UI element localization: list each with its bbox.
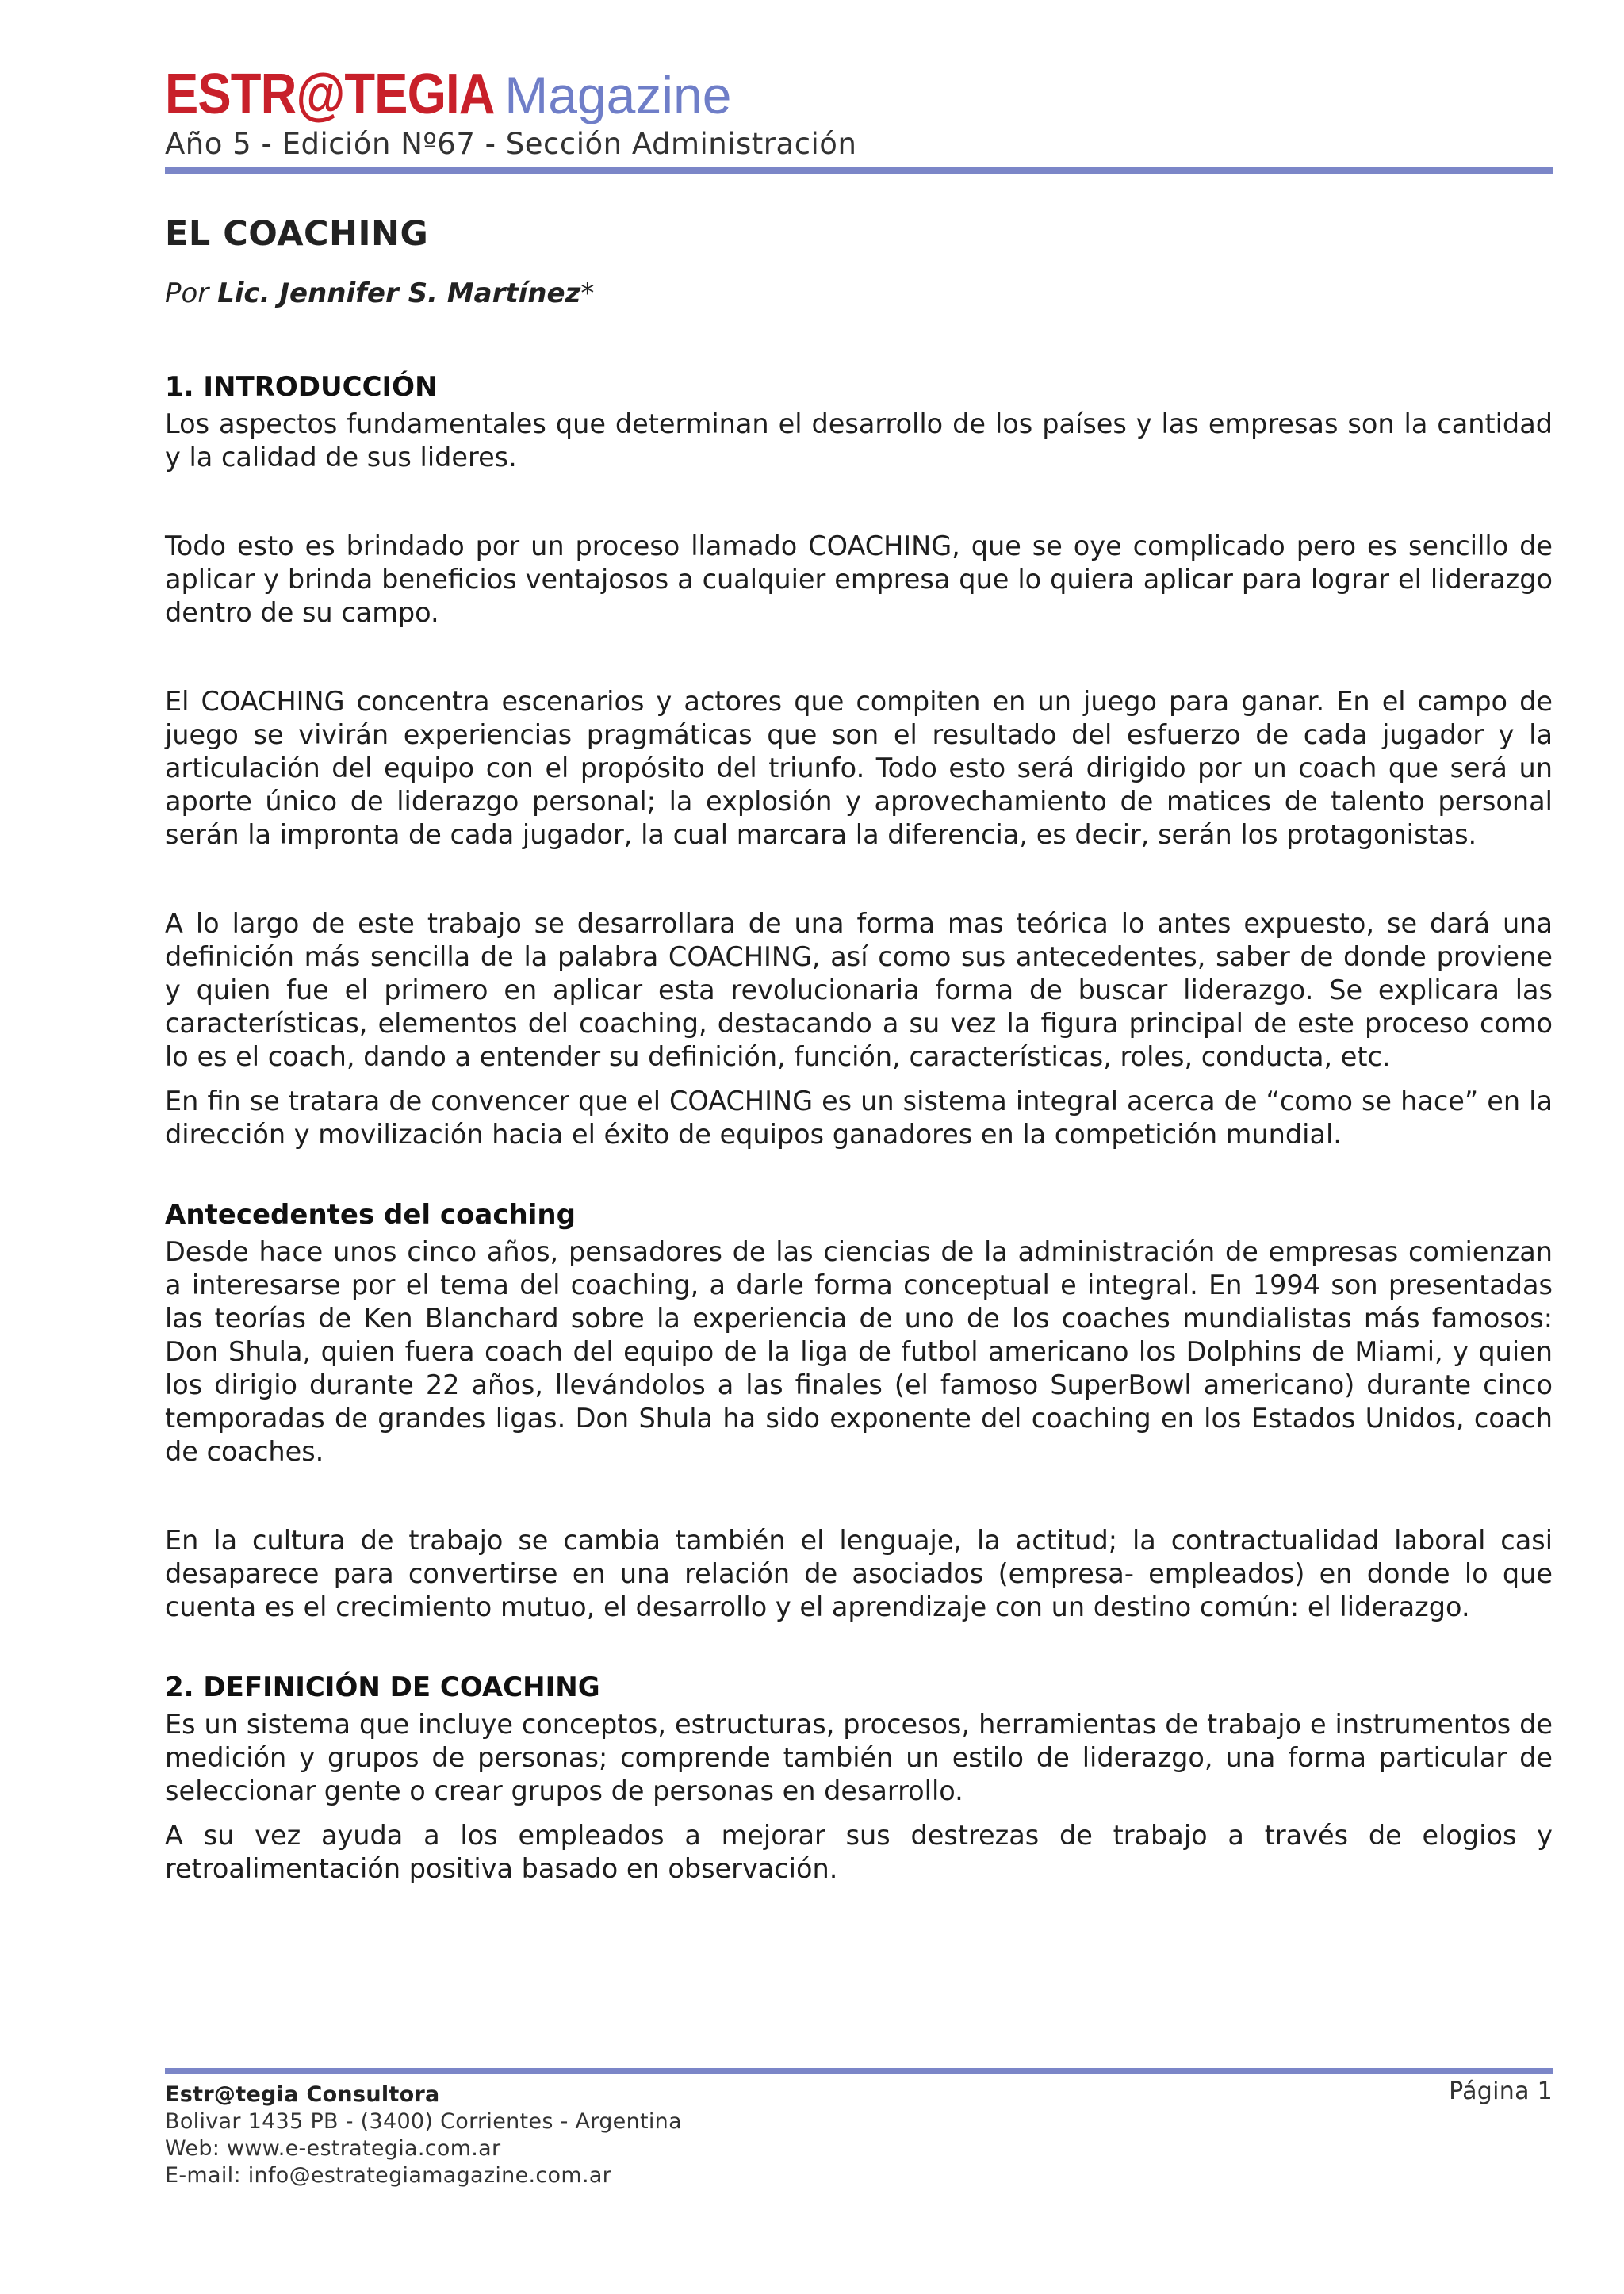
paragraph: A su vez ayuda a los empleados a mejorar sus destrezas de trabajo a través de elogios y retroalimentación positiva basado en observación. [165,1820,1553,1884]
footer-email-link[interactable]: E-mail: info@estrategiamagazine.com.ar [165,2163,612,2188]
paragraph: Desde hace unos cinco años, pensadores de las ciencias de la administración de empresas comienzan a interesarse por el tema del coaching, a darle forma conceptual e integral. En 1994 son presentadas las teorías de Ken Blanchard sobre la experiencia de uno de los coaches mundialistas más famosos: Don Shula, quien fuera coach del equipo de la liga de futbol americano los Dolphins de Miami, y quien los dirigio durante 22 años, llevándolos a las finales (el famoso SuperBowl americano) durante cinco temporadas de grandes ligas. Don Shula ha sido exponente del coaching en los Estados Unidos, coach de coaches. [165,1236,1553,1467]
paragraph: En la cultura de trabajo se cambia también el lenguaje, la actitud; la contractualidad laboral casi desaparece para convertirse en una relación de asociados (empresa- empleados) en donde lo que cuenta es el crecimiento mutuo, el desarrollo y el aprendizaje con un destino común: el liderazgo. [165,1525,1553,1622]
masthead-logo [165,62,731,133]
author-name: Lic. Jennifer S. Martínez [217,278,581,309]
page-number: Página 1 [1449,2078,1553,2105]
section-heading-introduccion: 1. INTRODUCCIÓN [165,371,438,403]
paragraph: Es un sistema que incluye conceptos, estructuras, procesos, herramientas de trabajo e instrumentos de medición y grupos de personas; comprende también un estilo de liderazgo, una forma particular de seleccionar gente o crear grupos de personas en desarrollo. [165,1709,1553,1806]
brand-name: ESTR@TEGIA [165,63,495,126]
brand-subtitle: Magazine [504,66,732,124]
footer-contact [165,2081,682,2189]
article [165,214,1553,1886]
article-title: EL COACHING [165,214,429,254]
paragraph: El COACHING concentra escenarios y actores que compiten en un juego para ganar. En el campo de juego se vivirán experiencias pragmáticas que son el resultado del esfuerzo de cada jugador y la articulación del equipo con el propósito del triunfo. Todo esto será dirigido por un coach que será un aporte único de liderazgo personal; la explosión y aprovechamiento de matices de talento personal serán la impronta de cada jugador, la cual marcara la diferencia, es decir, serán los protagonistas. [165,686,1553,850]
paragraph: A lo largo de este trabajo se desarrollara de una forma mas teórica lo antes expuesto, se dará una definición más sencilla de la palabra COACHING, así como sus antecedentes, saber de donde proviene y quien fue el primero en aplicar esta revolucionaria forma de buscar liderazgo. Se explicara las características, elementos del coaching, destacando a su vez la figura principal de este proceso como lo es el coach, dando a entender su definición, función, características, roles, conducta, etc. [165,908,1553,1072]
author-footnote-mark: * [580,278,595,309]
footer-web-link[interactable]: Web: www.e-estrategia.com.ar [165,2136,501,2161]
section-heading-antecedentes: Antecedentes del coaching [165,1199,576,1231]
header-divider [165,167,1553,174]
byline [165,278,1553,309]
footer-divider [165,2068,1553,2074]
section-heading-definicion: 2. DEFINICIÓN DE COACHING [165,1672,600,1703]
paragraph: Los aspectos fundamentales que determinan el desarrollo de los países y las empresas son la cantidad y la calidad de sus lideres. [165,408,1553,473]
edition-line: Año 5 - Edición Nº67 - Sección Administración [165,127,857,161]
byline-prefix: Por [165,278,209,309]
paragraph: Todo esto es brindado por un proceso llamado COACHING, que se oye complicado pero es sencillo de aplicar y brinda beneficios ventajosos a cualquier empresa que lo quiera aplicar para lograr el liderazgo dentro de su campo. [165,530,1553,628]
paragraph: En fin se tratara de convencer que el COACHING es un sistema integral acerca de “como se hace” en la dirección y movilización hacia el éxito de equipos ganadores en la competición mundial. [165,1086,1553,1150]
footer-company: Estr@tegia Consultora [165,2082,440,2107]
footer-address: Bolivar 1435 PB - (3400) Corrientes - Argentina [165,2109,682,2134]
